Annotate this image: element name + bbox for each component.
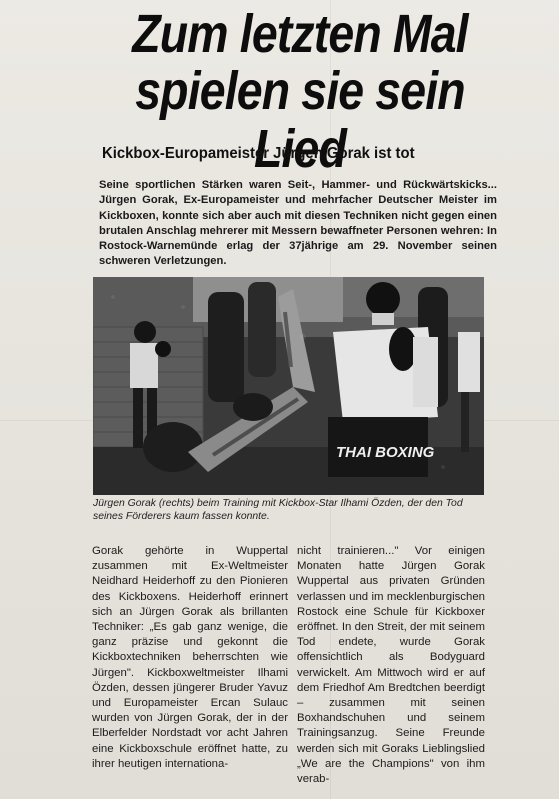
lead-paragraph: Seine sportlichen Stärken waren Seit-, Hammer- und Rückwärtskicks... Jürgen Gorak, Ex-Europameister und mehrfacher Deutscher Meister im Kickboxen, konnte sich aber auch mit diesen Techniken nicht gegen einen brutalen Anschlag mehrerer mit Messern bewaffneter Personen wehren: In Rostock-Warnemünde erlag der 37jährige am 29. November seinen schweren Verletzungen.: [99, 179, 497, 268]
article-column-right: [297, 544, 485, 787]
training-photo: [93, 277, 484, 495]
article-column-left: [92, 544, 288, 772]
shorts-lettering: THAI BOXING: [336, 444, 435, 461]
body-text-right: nicht trainieren..." Vor einigen Monaten hatte Jürgen Gorak Wuppertal aus privaten Gründen verlassen und im mecklenburgischen Rostock eine Schule für Kickboxer eröffnet. In den Streit, der mit seinem Tod endete, wurde Gorak offensichtlich als Bodyguard verwickelt. Am Mittwoch wird er auf dem Friedhof Am Bredtchen beerdigt – zusammen mit seinen Boxhandschuhen und seinem Trainingsanzug. Seine Freunde werden sich mit Goraks Lieblingslied „We are the Champions" von ihm verab-: [297, 545, 485, 786]
headline-line-2: spielen sie sein Lied: [135, 61, 465, 179]
headline-line-1: Zum letzten Mal: [132, 4, 468, 64]
subheadline: Kickbox-Europameister Jürgen Gorak ist tot: [102, 145, 415, 162]
training-photo-drawing: [93, 277, 484, 495]
photo-caption: Jürgen Gorak (rechts) beim Training mit Kickbox-Star Ilhami Özden, der den Tod seines Förderers kaum fassen konnte.: [93, 498, 463, 522]
body-text-left: Gorak gehörte in Wuppertal zusammen mit Ex-Weltmeister Neidhard Heiderhoff zu den Pionieren des Kickboxens. Heiderhoff erinnert sich an Jürgen Gorak als brillanten Techniker: „Es gab ganz wenige, die ganz präzise und gekonnt die Kickboxtechniken beherrschten wie Jürgen". Kickboxweltmeister Ilhami Özden, dessen jüngerer Bruder Yavuz und Europameister Ercan Sulauc wurden von Jürgen Gorak, der in der Elberfelder Nordstadt vor acht Jahren eine Kickboxschule eröffnet hatte, zu ihrer heutigen internationa-: [92, 545, 288, 770]
